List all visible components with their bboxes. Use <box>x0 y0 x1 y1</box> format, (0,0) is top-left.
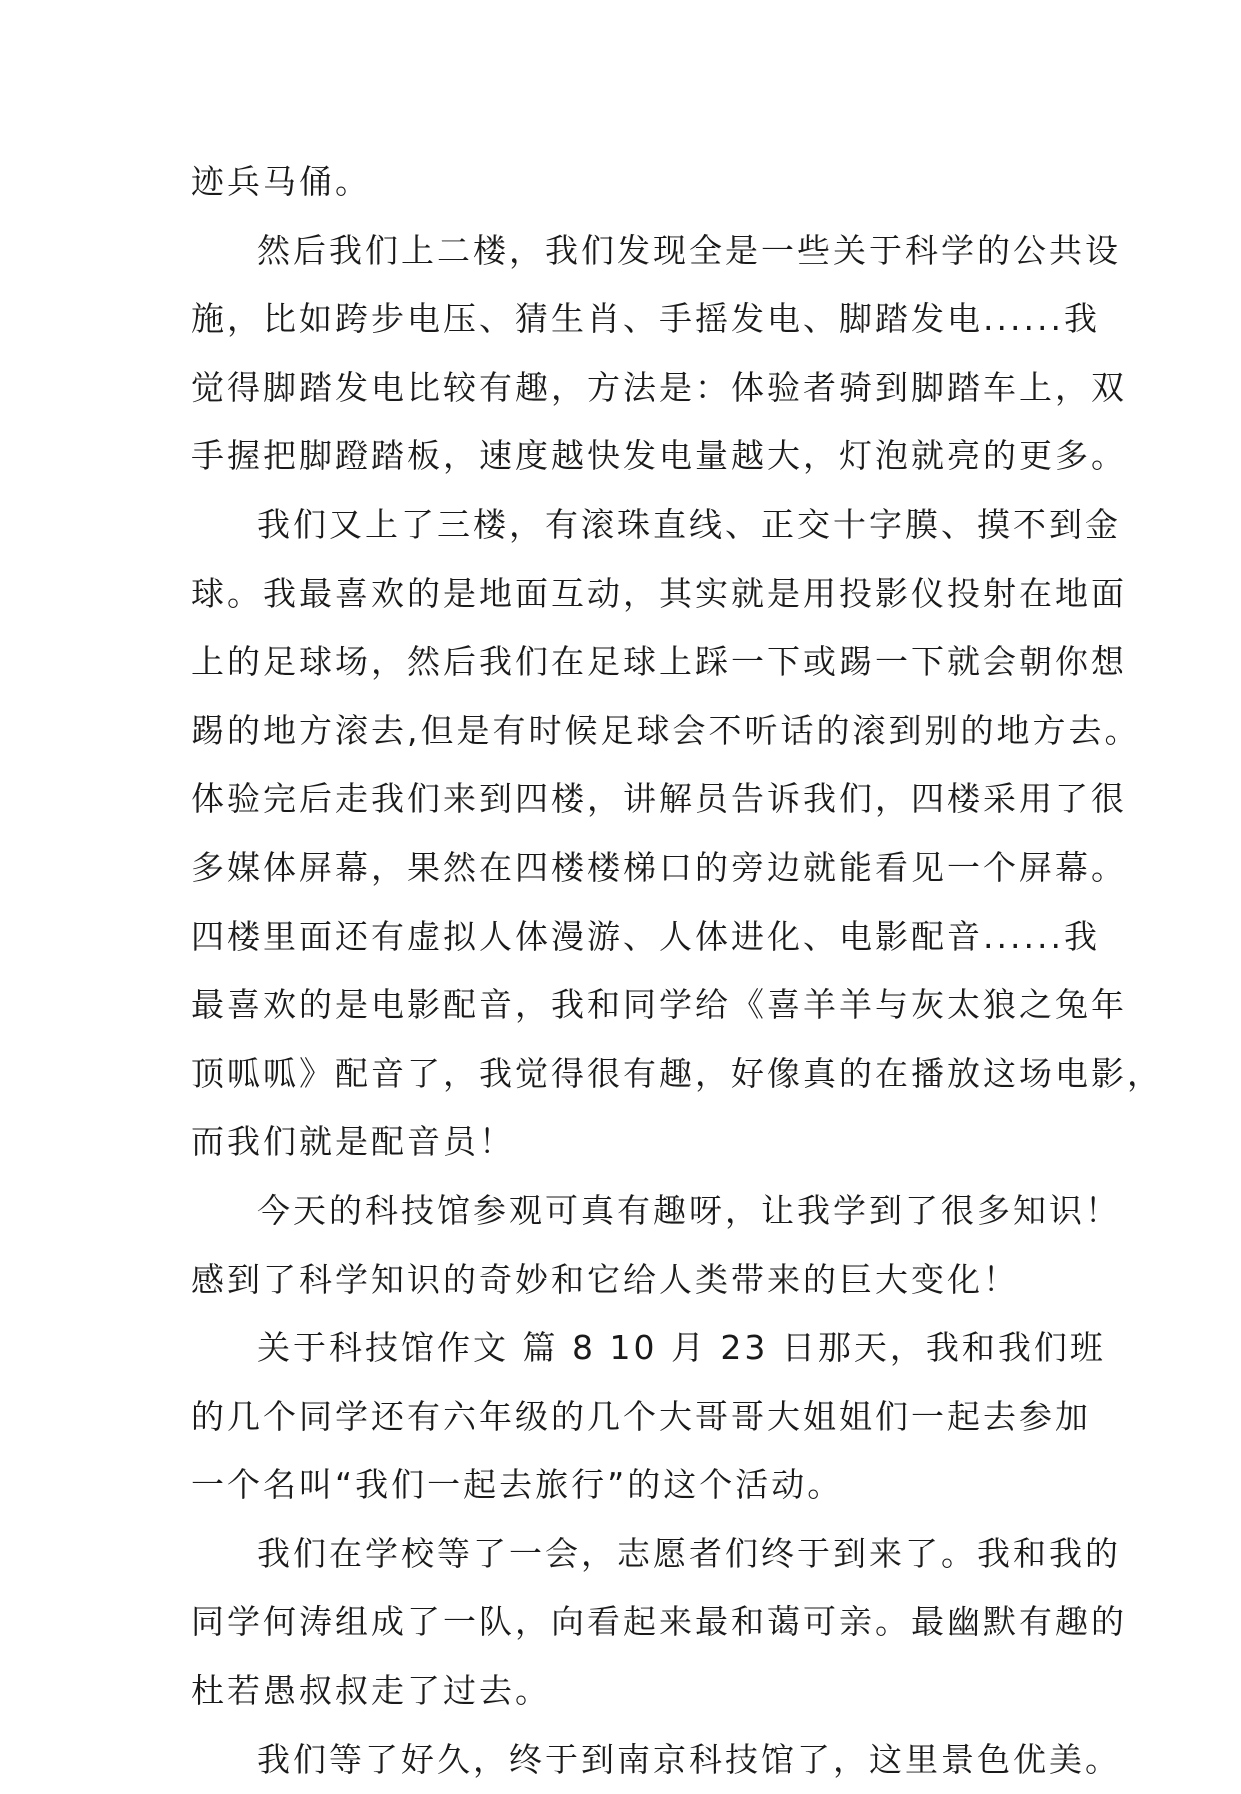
text-line: 我们在学校等了一会，志愿者们终于到来了。我和我的 <box>257 1533 1121 1573</box>
text-line: 顶呱呱》配音了，我觉得很有趣，好像真的在播放这场电影， <box>191 1053 1163 1093</box>
text-line: 感到了科学知识的奇妙和它给人类带来的巨大变化！ <box>191 1259 1019 1299</box>
text-line: 然后我们上二楼，我们发现全是一些关于科学的公共设 <box>257 230 1121 270</box>
text-line: 最喜欢的是电影配音，我和同学给《喜羊羊与灰太狼之兔年 <box>191 985 1127 1025</box>
text-line: 杜若愚叔叔走了过去。 <box>191 1671 551 1711</box>
text-line: 多媒体屏幕，果然在四楼楼梯口的旁边就能看见一个屏幕。 <box>191 847 1127 887</box>
text-line: 施，比如跨步电压、猜生肖、手摇发电、脚踏发电......我 <box>191 299 1100 339</box>
text-line: 球。我最喜欢的是地面互动，其实就是用投影仪投射在地面 <box>191 573 1127 613</box>
text-line: 关于科技馆作文 篇 8 10 月 23 日那天，我和我们班 <box>257 1328 1106 1368</box>
text-line: 而我们就是配音员！ <box>191 1122 515 1162</box>
text-line: 迹兵马俑。 <box>191 162 371 201</box>
text-line: 的几个同学还有六年级的几个大哥哥大姐姐们一起去参加 <box>191 1396 1091 1436</box>
text-line: 四楼里面还有虚拟人体漫游、人体进化、电影配音......我 <box>191 916 1100 956</box>
text-line: 我们又上了三楼，有滚珠直线、正交十字膜、摸不到金 <box>257 504 1121 544</box>
text-line: 同学何涛组成了一队，向看起来最和蔼可亲。最幽默有趣的 <box>191 1602 1127 1642</box>
text-line: 体验完后走我们来到四楼，讲解员告诉我们，四楼采用了很 <box>191 779 1127 819</box>
text-line: 今天的科技馆参观可真有趣呀，让我学到了很多知识！ <box>257 1190 1121 1230</box>
text-line: 觉得脚踏发电比较有趣，方法是：体验者骑到脚踏车上，双 <box>191 367 1127 407</box>
text-line: 上的足球场，然后我们在足球上踩一下或踢一下就会朝你想 <box>191 642 1127 682</box>
article-body <box>191 148 1163 1794</box>
text-line: 手握把脚蹬踏板，速度越快发电量越大，灯泡就亮的更多。 <box>191 436 1127 476</box>
text-line: 我们等了好久，终于到南京科技馆了，这里景色优美。 <box>257 1739 1121 1779</box>
text-line: 踢的地方滚去,但是有时候足球会不听话的滚到别的地方去。 <box>191 710 1141 750</box>
text-line: 一个名叫“我们一起去旅行”的这个活动。 <box>191 1465 844 1505</box>
